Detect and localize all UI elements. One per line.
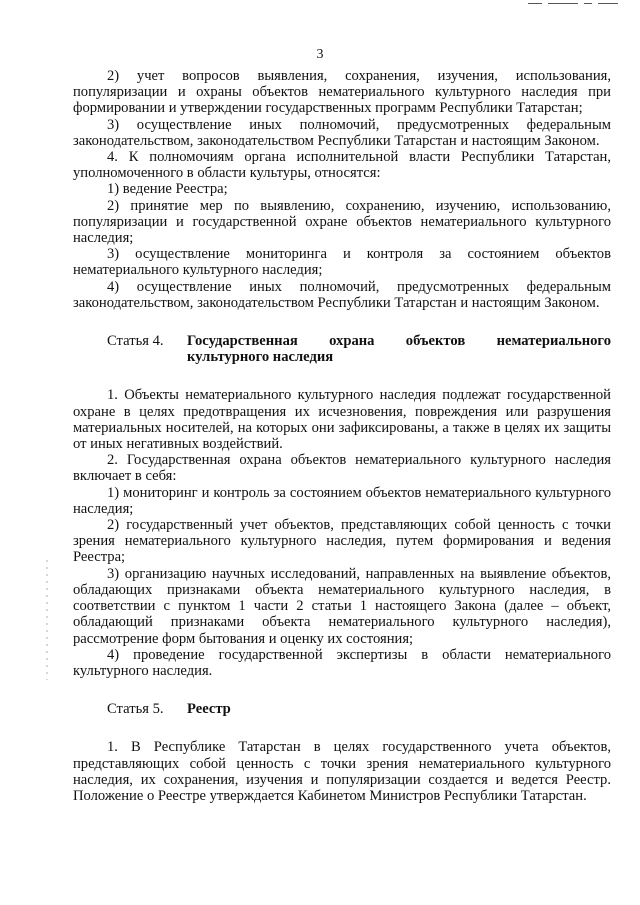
paragraph: 4. К полномочиям органа исполнительной власти Республики Татарстан, уполномоченного в области культуры, относятся: [73, 149, 611, 182]
spacer [73, 365, 611, 387]
spacer [73, 717, 611, 739]
paragraph: 3) осуществление иных полномочий, предусмотренных федеральным законодательством, законодательством Республики Татарстан и настоящим Законом. [73, 116, 611, 149]
paragraph: 1. Объекты нематериального культурного наследия подлежат государственной охране в целях предотвращения их исчезновения, повреждения или разрушения материальных носителей, на которых они зафиксированы, а также в целях их защиты от иных негативных воздействий. [73, 387, 611, 453]
document-body [73, 68, 611, 804]
scan-mark [528, 2, 618, 6]
article-label: Статья 5. [107, 701, 164, 718]
paragraph: 1) ведение Реестра; [107, 181, 228, 198]
paragraph: 2) государственный учет объектов, представляющих собой ценность с точки зрения нематериального культурного наследия, путем формирования и ведения Реестра; [73, 517, 611, 566]
article-title: Реестр [187, 701, 231, 718]
spacer [73, 679, 611, 701]
paragraph: 1) мониторинг и контроль за состоянием объектов нематериального культурного наследия; [73, 484, 611, 517]
spacer [73, 311, 611, 333]
paragraph: 4) проведение государственной экспертизы в области нематериального культурного наследия. [73, 646, 611, 679]
scan-edge-mark [46, 560, 48, 680]
page-number: 3 [316, 47, 324, 62]
paragraph: 2) принятие мер по выявлению, сохранению, изучению, использованию, популяризации и государственной охране объектов нематериального культурного наследия; [73, 197, 611, 247]
paragraph: 3) осуществление мониторинга и контроля за состоянием объектов нематериального культурного наследия; [73, 246, 611, 279]
article-title: Государственная охрана объектов нематериального культурного наследия [187, 333, 611, 366]
paragraph: 2) учет вопросов выявления, сохранения, изучения, использования, популяризации и охраны объектов нематериального культурного наследия при формировании и утверждении государственных программ Республики Татарстан; [73, 68, 611, 117]
paragraph: 4) осуществление иных полномочий, предусмотренных федеральным законодательством, законодательством Республики Татарстан и настоящим Законом. [73, 278, 611, 311]
paragraph: 2. Государственная охрана объектов нематериального культурного наследия включает в себя: [73, 452, 611, 485]
article-label: Статья 4. [107, 333, 164, 350]
article-heading [73, 701, 611, 717]
paragraph: 3) организацию научных исследований, направленных на выявление объектов, обладающих признаками объекта нематериального культурного наследия, в соответствии с пунктом 1 части 2 статьи 1 настоящего Закона (далее – объект, обладающий признаками объекта нематериального культурного наследия), рассмотрение форм бытования и оценку их состояния; [73, 565, 611, 647]
article-heading [73, 333, 611, 365]
paragraph: 1. В Республике Татарстан в целях государственного учета объектов, представляющих собой ценность с точки зрения нематериального культурного наследия, их сохранения, изучения и популяризации создается и ведется Реестр. Положение о Реестре утверждается Кабинетом Министров Республики Татарстан. [73, 739, 611, 804]
